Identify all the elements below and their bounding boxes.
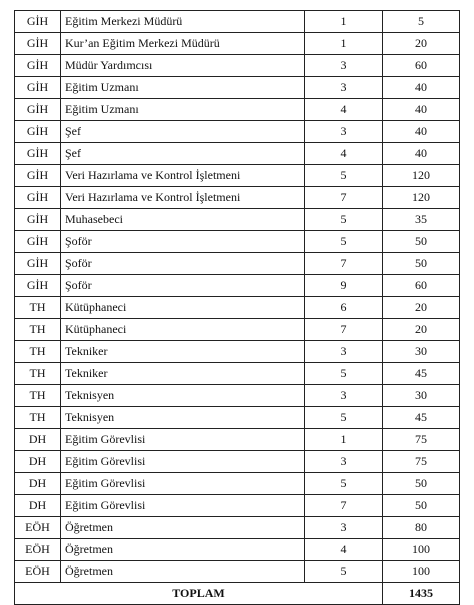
class-cell: GİH <box>15 165 61 187</box>
class-cell: GİH <box>15 121 61 143</box>
table-row <box>15 385 460 407</box>
table-row <box>15 517 460 539</box>
total-value: 1435 <box>383 583 460 605</box>
count-cell: 50 <box>383 253 460 275</box>
title-cell: Teknisyen <box>61 385 305 407</box>
title-cell: Öğretmen <box>61 517 305 539</box>
count-cell: 100 <box>383 539 460 561</box>
table-body <box>15 11 460 583</box>
count-cell: 120 <box>383 187 460 209</box>
count-cell: 45 <box>383 407 460 429</box>
count-cell: 75 <box>383 429 460 451</box>
grade-cell: 4 <box>305 143 383 165</box>
table-row <box>15 33 460 55</box>
table-row <box>15 253 460 275</box>
table-row <box>15 297 460 319</box>
title-cell: Şef <box>61 143 305 165</box>
title-cell: Tekniker <box>61 363 305 385</box>
grade-cell: 1 <box>305 11 383 33</box>
class-cell: GİH <box>15 55 61 77</box>
title-cell: Muhasebeci <box>61 209 305 231</box>
count-cell: 50 <box>383 231 460 253</box>
grade-cell: 7 <box>305 187 383 209</box>
grade-cell: 5 <box>305 209 383 231</box>
count-cell: 40 <box>383 121 460 143</box>
grade-cell: 3 <box>305 517 383 539</box>
staff-positions-table <box>14 10 460 605</box>
table-row <box>15 11 460 33</box>
class-cell: GİH <box>15 209 61 231</box>
class-cell: GİH <box>15 99 61 121</box>
title-cell: Eğitim Uzmanı <box>61 77 305 99</box>
count-cell: 75 <box>383 451 460 473</box>
title-cell: Şoför <box>61 253 305 275</box>
table-row <box>15 451 460 473</box>
class-cell: TH <box>15 385 61 407</box>
table-row <box>15 429 460 451</box>
table-row <box>15 473 460 495</box>
class-cell: TH <box>15 297 61 319</box>
class-cell: TH <box>15 407 61 429</box>
grade-cell: 7 <box>305 253 383 275</box>
grade-cell: 5 <box>305 231 383 253</box>
table-row <box>15 55 460 77</box>
grade-cell: 4 <box>305 539 383 561</box>
table-row <box>15 407 460 429</box>
class-cell: DH <box>15 473 61 495</box>
count-cell: 40 <box>383 99 460 121</box>
table-row <box>15 495 460 517</box>
count-cell: 50 <box>383 473 460 495</box>
title-cell: Kur’an Eğitim Merkezi Müdürü <box>61 33 305 55</box>
title-cell: Öğretmen <box>61 539 305 561</box>
table-row <box>15 99 460 121</box>
class-cell: GİH <box>15 187 61 209</box>
grade-cell: 5 <box>305 561 383 583</box>
grade-cell: 1 <box>305 33 383 55</box>
grade-cell: 5 <box>305 473 383 495</box>
title-cell: Veri Hazırlama ve Kontrol İşletmeni <box>61 165 305 187</box>
class-cell: EÖH <box>15 561 61 583</box>
table-row <box>15 77 460 99</box>
grade-cell: 3 <box>305 77 383 99</box>
grade-cell: 9 <box>305 275 383 297</box>
table-row <box>15 319 460 341</box>
table-row <box>15 121 460 143</box>
title-cell: Veri Hazırlama ve Kontrol İşletmeni <box>61 187 305 209</box>
count-cell: 30 <box>383 341 460 363</box>
class-cell: TH <box>15 319 61 341</box>
grade-cell: 5 <box>305 363 383 385</box>
class-cell: DH <box>15 495 61 517</box>
title-cell: Şoför <box>61 231 305 253</box>
grade-cell: 7 <box>305 319 383 341</box>
title-cell: Kütüphaneci <box>61 297 305 319</box>
table-row <box>15 363 460 385</box>
grade-cell: 3 <box>305 55 383 77</box>
class-cell: GİH <box>15 143 61 165</box>
title-cell: Müdür Yardımcısı <box>61 55 305 77</box>
table-row <box>15 231 460 253</box>
class-cell: TH <box>15 363 61 385</box>
grade-cell: 7 <box>305 495 383 517</box>
table-row <box>15 187 460 209</box>
count-cell: 20 <box>383 297 460 319</box>
table-row <box>15 143 460 165</box>
count-cell: 35 <box>383 209 460 231</box>
title-cell: Eğitim Görevlisi <box>61 495 305 517</box>
class-cell: DH <box>15 451 61 473</box>
title-cell: Şef <box>61 121 305 143</box>
table-row <box>15 561 460 583</box>
total-label: TOPLAM <box>15 583 383 605</box>
title-cell: Eğitim Görevlisi <box>61 473 305 495</box>
grade-cell: 5 <box>305 407 383 429</box>
table-row <box>15 341 460 363</box>
count-cell: 20 <box>383 33 460 55</box>
count-cell: 40 <box>383 77 460 99</box>
count-cell: 60 <box>383 275 460 297</box>
grade-cell: 6 <box>305 297 383 319</box>
count-cell: 50 <box>383 495 460 517</box>
grade-cell: 3 <box>305 121 383 143</box>
count-cell: 120 <box>383 165 460 187</box>
grade-cell: 3 <box>305 341 383 363</box>
grade-cell: 1 <box>305 429 383 451</box>
table-row <box>15 209 460 231</box>
table-row <box>15 539 460 561</box>
class-cell: GİH <box>15 33 61 55</box>
grade-cell: 3 <box>305 451 383 473</box>
count-cell: 45 <box>383 363 460 385</box>
class-cell: EÖH <box>15 539 61 561</box>
count-cell: 100 <box>383 561 460 583</box>
class-cell: EÖH <box>15 517 61 539</box>
count-cell: 30 <box>383 385 460 407</box>
count-cell: 20 <box>383 319 460 341</box>
count-cell: 80 <box>383 517 460 539</box>
table-row <box>15 275 460 297</box>
title-cell: Kütüphaneci <box>61 319 305 341</box>
total-row <box>15 583 460 605</box>
title-cell: Eğitim Merkezi Müdürü <box>61 11 305 33</box>
grade-cell: 3 <box>305 385 383 407</box>
title-cell: Şoför <box>61 275 305 297</box>
class-cell: GİH <box>15 77 61 99</box>
class-cell: DH <box>15 429 61 451</box>
class-cell: GİH <box>15 253 61 275</box>
title-cell: Öğretmen <box>61 561 305 583</box>
class-cell: GİH <box>15 11 61 33</box>
grade-cell: 4 <box>305 99 383 121</box>
count-cell: 5 <box>383 11 460 33</box>
count-cell: 60 <box>383 55 460 77</box>
title-cell: Tekniker <box>61 341 305 363</box>
grade-cell: 5 <box>305 165 383 187</box>
class-cell: TH <box>15 341 61 363</box>
count-cell: 40 <box>383 143 460 165</box>
table-row <box>15 165 460 187</box>
class-cell: GİH <box>15 275 61 297</box>
title-cell: Eğitim Uzmanı <box>61 99 305 121</box>
title-cell: Eğitim Görevlisi <box>61 451 305 473</box>
title-cell: Eğitim Görevlisi <box>61 429 305 451</box>
title-cell: Teknisyen <box>61 407 305 429</box>
class-cell: GİH <box>15 231 61 253</box>
